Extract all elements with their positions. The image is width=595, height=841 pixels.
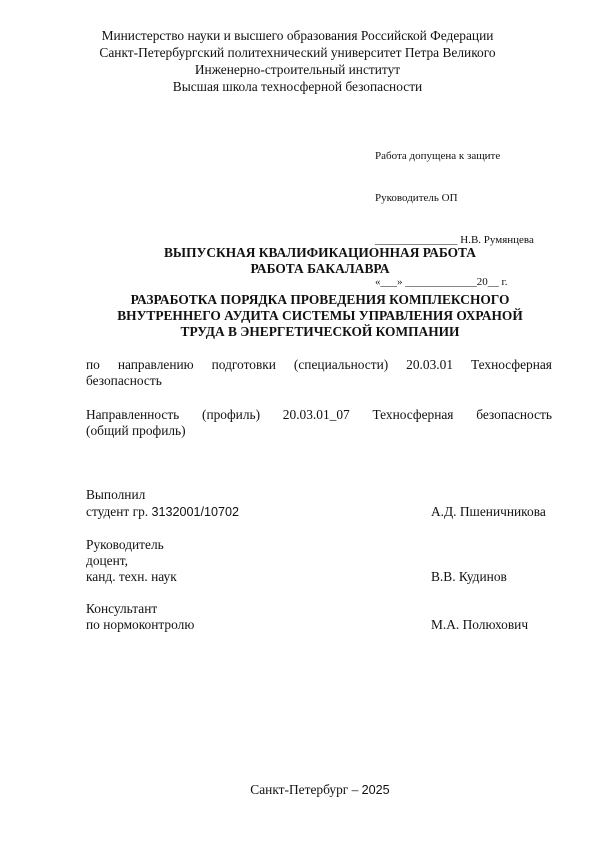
- performer-name: А.Д. Пшеничникова: [431, 504, 546, 519]
- profile-line-2: (общий профиль): [86, 423, 186, 438]
- profile-word: Техносферная: [372, 407, 454, 422]
- direction-line-2: безопасность: [86, 373, 162, 388]
- direction-code: 20.03.01: [406, 357, 454, 372]
- profile-word: безопасность: [476, 407, 552, 422]
- profile-word: Направленность: [86, 407, 180, 422]
- organization-header: [0, 27, 595, 95]
- work-type: [0, 245, 595, 277]
- work-type-line-1: ВЫПУСКНАЯ КВАЛИФИКАЦИОННАЯ РАБОТА: [164, 245, 476, 260]
- approval-admitted: Работа допущена к защите: [375, 150, 501, 162]
- thesis-title-line-2: ВНУТРЕННЕГО АУДИТА СИСТЕМЫ УПРАВЛЕНИЯ ОХРАНОЙ: [117, 308, 523, 323]
- approval-head-label: Руководитель ОП: [375, 192, 458, 204]
- footer-city: Санкт-Петербург –: [250, 782, 362, 797]
- consultant-name: М.А. Полюхович: [431, 617, 529, 632]
- thesis-title-line-1: РАЗРАБОТКА ПОРЯДКА ПРОВЕДЕНИЯ КОМПЛЕКСНОГО: [130, 292, 510, 307]
- direction-word: направлению: [117, 357, 194, 372]
- direction-line-1: [86, 357, 552, 373]
- direction-paragraph: [86, 357, 552, 389]
- university-line: Санкт-Петербургский политехнический университет Петра Великого: [99, 45, 496, 60]
- performer-label: Выполнил: [86, 487, 146, 502]
- supervisor-degree: канд. техн. наук: [86, 569, 177, 584]
- approval-date-line: «___» _____________20__ г.: [375, 276, 508, 288]
- direction-word: подготовки: [211, 357, 276, 372]
- consultant-role: по нормоконтролю: [86, 617, 195, 632]
- thesis-title-line-3: ТРУДА В ЭНЕРГЕТИЧЕСКОЙ КОМПАНИИ: [180, 324, 460, 339]
- supervisor-label: Руководитель: [86, 537, 164, 552]
- supervisor-position: доцент,: [86, 553, 128, 568]
- ministry-line: Министерство науки и высшего образования Российской Федерации: [101, 28, 494, 43]
- profile-paragraph: [86, 407, 552, 439]
- approval-signature-line: _______________ Н.В. Румянцева: [375, 234, 534, 246]
- institute-line: Инженерно-строительный институт: [194, 62, 401, 77]
- thesis-title: [0, 292, 595, 340]
- consultant-label: Консультант: [86, 601, 158, 616]
- direction-word: Техносферная: [470, 357, 552, 372]
- footer-year: 2025: [361, 783, 390, 797]
- direction-word: по: [86, 357, 100, 372]
- profile-word: (профиль): [201, 407, 261, 422]
- supervisor-name: В.В. Кудинов: [431, 569, 507, 584]
- performer-group: [86, 504, 239, 520]
- city-year-footer: [0, 782, 595, 798]
- direction-word: (специальности): [293, 357, 389, 372]
- profile-code: 20.03.01_07: [282, 407, 350, 422]
- school-line: Высшая школа техносферной безопасности: [172, 79, 423, 94]
- performer-group-number: 3132001/10702: [151, 505, 240, 519]
- work-type-line-2: РАБОТА БАКАЛАВРА: [250, 261, 390, 276]
- profile-line-1: [86, 407, 552, 423]
- performer-group-prefix: студент гр.: [86, 504, 152, 519]
